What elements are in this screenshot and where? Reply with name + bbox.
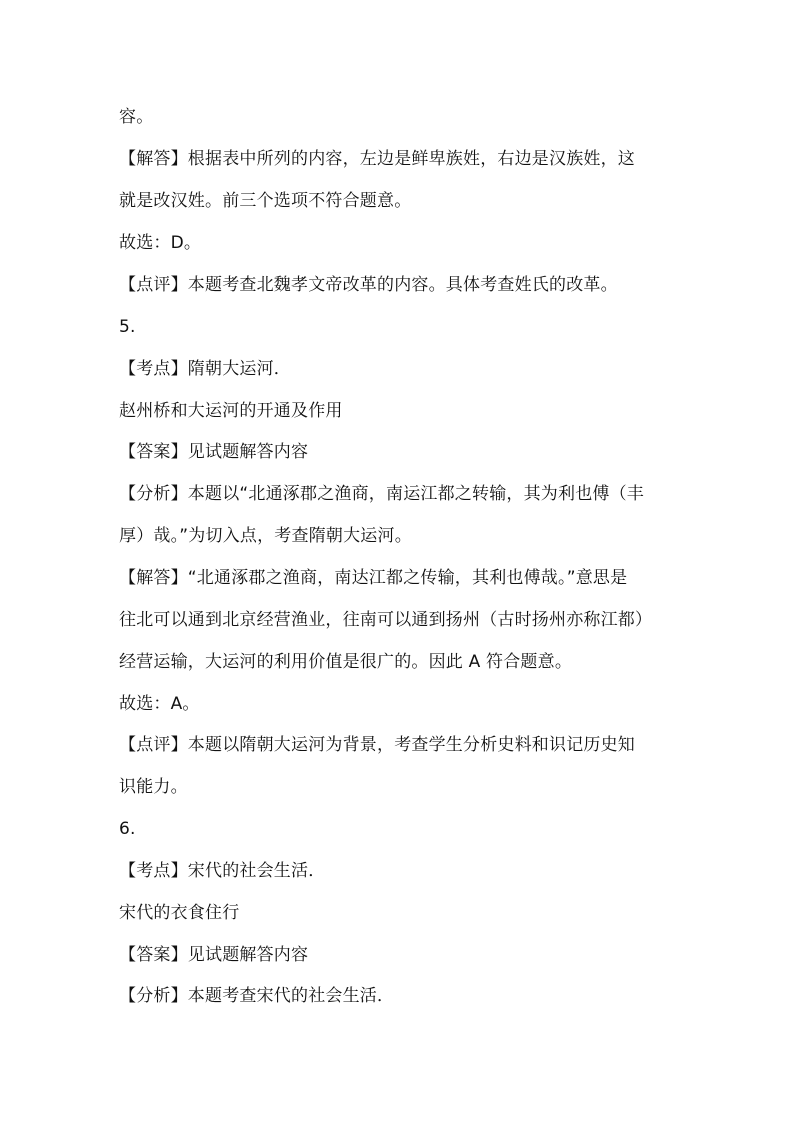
question-number: 5. bbox=[119, 317, 136, 337]
text-line: 【解答】“北通涿郡之渔商，南达江都之传输，其利也傅哉。”意思是 bbox=[119, 568, 628, 588]
text-line: 故选：D。 bbox=[119, 233, 202, 253]
text-line: 往北可以通到北京经营渔业，往南可以通到扬州（古时扬州亦称江都） bbox=[119, 610, 653, 630]
text-line: 【答案】见试题解答内容 bbox=[119, 945, 309, 965]
text-line: 宋代的衣食住行 bbox=[119, 903, 240, 923]
text-line: 【分析】本题以“北通涿郡之渔商，南运江都之转输，其为利也傅（丰 bbox=[119, 484, 645, 504]
text-line: 【点评】本题以隋朝大运河为背景，考查学生分析史料和识记历史知 bbox=[119, 735, 635, 755]
text-line: 【考点】隋朝大运河． bbox=[119, 359, 291, 379]
text-line: 【解答】根据表中所列的内容，左边是鲜卑族姓，右边是汉族姓，这 bbox=[119, 149, 635, 169]
text-line: 识能力。 bbox=[119, 777, 188, 797]
text-line: 赵州桥和大运河的开通及作用 bbox=[119, 401, 343, 421]
text-line: 【点评】本题考查北魏孝文帝改革的内容。具体考查姓氏的改革。 bbox=[119, 275, 618, 295]
text-line: 【答案】见试题解答内容 bbox=[119, 442, 309, 462]
text-line: 【考点】宋代的社会生活． bbox=[119, 861, 326, 881]
text-line: 就是改汉姓。前三个选项不符合题意。 bbox=[119, 191, 412, 211]
text-line: 【分析】本题考查宋代的社会生活． bbox=[119, 986, 395, 1006]
text-line: 故选：A。 bbox=[119, 694, 200, 714]
question-number: 6. bbox=[119, 819, 136, 839]
text-line: 厚）哉。”为切入点，考查隋朝大运河。 bbox=[119, 526, 412, 546]
text-line: 容。 bbox=[119, 107, 154, 127]
text-line: 经营运输，大运河的利用价值是很广的。因此 A 符合题意。 bbox=[119, 652, 573, 672]
